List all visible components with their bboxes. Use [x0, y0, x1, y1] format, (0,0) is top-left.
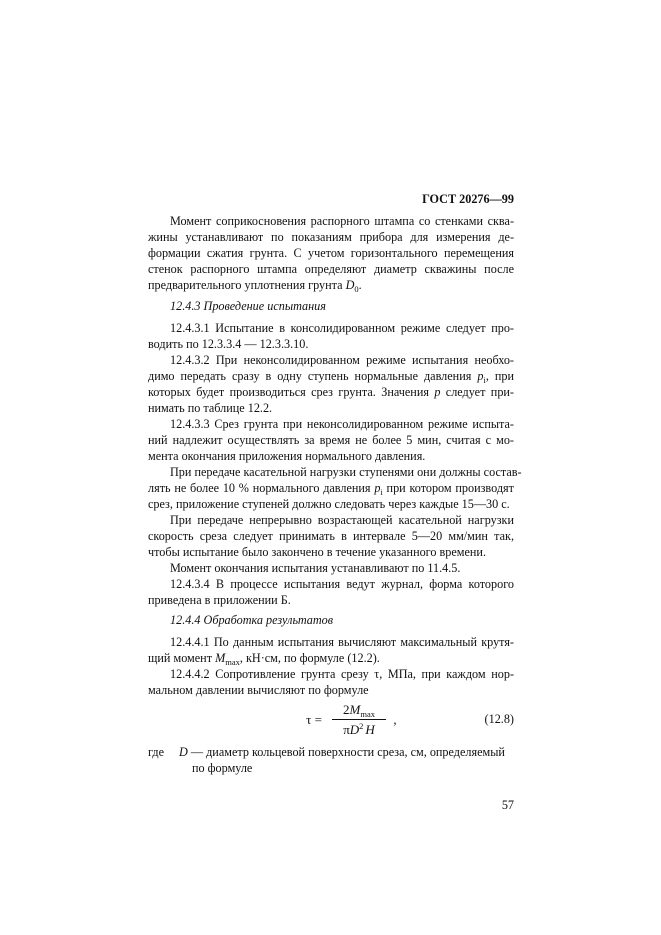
formula-lhs: τ = — [306, 712, 322, 727]
paragraph-line: димо передать сразу в одну ступень нормальные давления $p_i$, при — [148, 369, 514, 385]
formula-numerator: $2M_{max}$ — [343, 702, 375, 719]
paragraph-line: скорость среза следует принимать в интервале 5—20 мм/мин так, — [148, 529, 514, 543]
paragraph-line: формации сжатия грунта. С учетом горизонтального перемещения — [148, 246, 514, 260]
formula-denominator: $\pi D^2$ H — [343, 721, 375, 737]
paragraph-line: мальном давлении вычисляют по формуле — [148, 683, 369, 697]
paragraph-line: приведена в приложении Б. — [148, 593, 291, 607]
paragraph-line: ний надлежит осуществлять за время не более 5 мин, считая с мо- — [148, 433, 514, 447]
paragraph-line: мента окончания приложения нормального давления. — [148, 449, 426, 463]
paragraph-line: лять не более 10 % нормального давления $p_i$ при котором производят — [148, 481, 514, 497]
paragraph-line: которых будет производиться срез грунта. Значения p следует при- — [148, 385, 514, 399]
paragraph-line: 12.4.3.3 Срез грунта при неконсолидированном режиме испыта- — [170, 417, 514, 431]
paragraph-line: Момент соприкосновения распорного штампа со стенками сква- — [170, 214, 514, 228]
page-number: 57 — [501, 798, 514, 812]
paragraph-line: стенок распорного штампа определяют диаметр скважины после — [148, 262, 514, 276]
section-heading-12-4-3: 12.4.3 Проведение испытания — [170, 299, 326, 313]
where-word: где — [148, 745, 165, 759]
paragraph-line: 12.4.3.1 Испытание в консолидированном режиме следует про- — [170, 321, 514, 335]
paragraph-line: 12.4.3.4 В процессе испытания ведут журнал, форма которого — [170, 577, 514, 591]
fraction-bar — [332, 719, 386, 720]
paragraph-line: При передаче касательной нагрузки ступенями они должны состав- — [170, 465, 522, 479]
paragraph-line: срез, приложение ступеней должно следовать через каждые 15—30 с. — [148, 497, 510, 511]
paragraph-line: 12.4.4.1 По данным испытания вычисляют максимальный крутя- — [170, 635, 514, 649]
paragraph-line: водить по 12.3.3.4 — 12.3.3.10. — [148, 337, 309, 351]
paragraph-line: При передаче непрерывно возрастающей касательной нагрузки — [170, 513, 514, 527]
page-header: ГОСТ 20276—99 — [422, 192, 514, 206]
paragraph-line: чтобы испытание было закончено в течение указанного времени. — [148, 545, 486, 559]
formula-number: (12.8) — [484, 712, 514, 726]
paragraph-line: нимать по таблице 12.2. — [148, 401, 273, 415]
symbol-d: D — [345, 278, 355, 292]
paragraph-line: жины устанавливают по показаниям прибора для измерения де- — [148, 230, 514, 244]
paragraph-line: щий момент $M_{max}$, кН·см, по формуле (12.2). — [148, 651, 380, 667]
formula-comma: , — [393, 712, 397, 727]
paragraph-line: 12.4.4.2 Сопротивление грунта срезу τ, МПа, при каждом нор- — [170, 667, 514, 681]
where-definition: D — диаметр кольцевой поверхности среза, см, определяемый — [179, 745, 505, 759]
where-definition-cont: по формуле — [192, 761, 253, 775]
paragraph-line: Момент окончания испытания устанавливают по 11.4.5. — [170, 561, 461, 575]
paragraph-line: 12.4.3.2 При неконсолидированном режиме испытания необхо- — [170, 353, 514, 367]
paragraph-line: предварительного уплотнения грунта $D_0$. — [148, 278, 362, 294]
section-heading-12-4-4: 12.4.4 Обработка результатов — [170, 613, 334, 627]
